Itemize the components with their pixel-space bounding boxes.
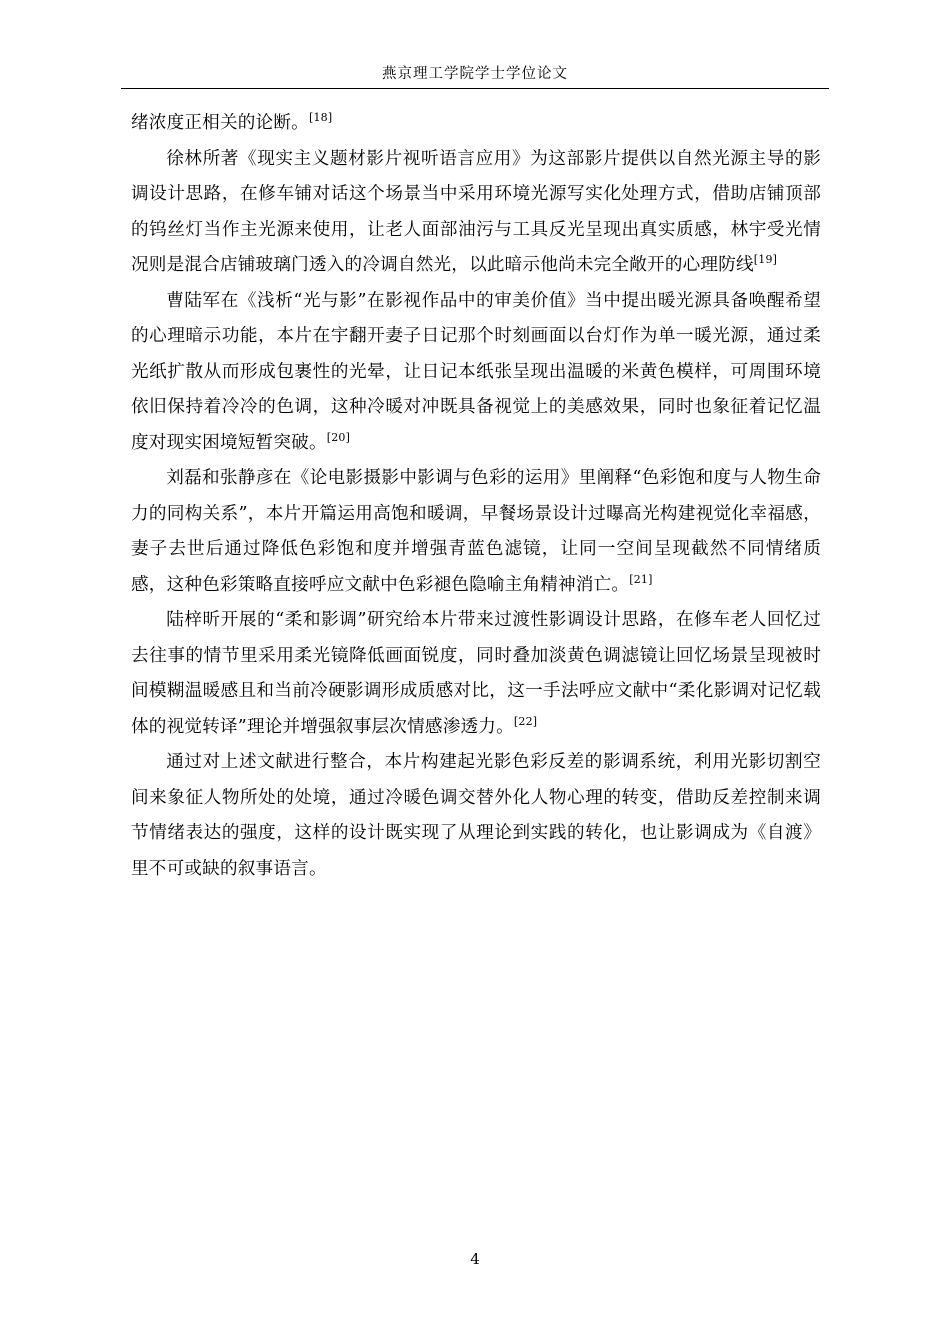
paragraph-1-text: 绪浓度正相关的论断。 (131, 113, 309, 133)
paragraph-1-ref: [18] (308, 111, 333, 125)
paragraph-1 (131, 106, 821, 142)
paragraph-2 (131, 142, 821, 284)
page-header: 燕京理工学院学士学位论文 (382, 66, 568, 82)
paragraph-3-text: 曹陆军在《浅析“光与影”在影视作品中的审美价值》当中提出暖光源具备唤醒希望的心理暗示功能，本片在宇翻开妻子日记那个时刻画面以台灯作为单一暖光源，通过柔光纸扩散从而形成包裹性的光晕，让日记本纸张呈现出温暖的米黄色模样，可周围环境依旧保持着冷冷的色调，这种冷暖对冲既具备视觉上的美感效果，同时也象征着记忆温度对现实困境短暂突破。 (131, 290, 821, 453)
paragraph-2-text: 徐林所著《现实主义题材影片视听语言应用》为这部影片提供以自然光源主导的影调设计思路，在修车铺对话这个场景当中采用环境光源写实化处理方式，借助店铺顶部的钨丝灯当作主光源来使用，让老人面部油污与工具反光呈现出真实质感，林宇受光情况则是混合店铺玻璃门透入的冷调自然光，以此暗示他尚未完全敞开的心理防线 (131, 148, 821, 275)
document-body (131, 106, 821, 887)
paragraph-4-text: 刘磊和张静彦在《论电影摄影中影调与色彩的运用》里阐释“色彩饱和度与人物生命力的同构关系”，本片开篇运用高饱和暖调，早餐场景设计过曝高光构建视觉化幸福感，妻子去世后通过降低色彩饱和度并增强青蓝色滤镜，让同一空间呈现截然不同情绪质感，这种色彩策略直接呼应文献中色彩褪色隐喻主角精神消亡。 (131, 468, 821, 595)
paragraph-3-ref: [20] (326, 430, 351, 444)
paragraph-5 (131, 603, 821, 745)
paragraph-2-ref: [19] (753, 253, 778, 267)
paragraph-4 (131, 461, 821, 603)
paragraph-6 (131, 745, 821, 887)
paragraph-3 (131, 284, 821, 462)
page-number: 4 (470, 1250, 480, 1268)
header-divider (121, 88, 829, 89)
paragraph-5-text: 陆梓昕开展的“柔和影调”研究给本片带来过渡性影调设计思路，在修车老人回忆过去往事的情节里采用柔光镜降低画面锐度，同时叠加淡黄色调滤镜让回忆场景呈现被时间模糊温暖感且和当前冷硬影调形成质感对比，这一手法呼应文献中“柔化影调对记忆载体的视觉转译”理论并增强叙事层次情感渗透力。 (131, 610, 821, 737)
paragraph-5-ref: [22] (513, 714, 538, 728)
paragraph-4-ref: [21] (629, 572, 653, 586)
paragraph-6-text: 通过对上述文献进行整合，本片构建起光影色彩反差的影调系统，利用光影切割空间来象征人物所处的处境，通过冷暖色调交替外化人物心理的转变，借助反差控制来调节情绪表达的强度，这样的设计既实现了从理论到实践的转化，也让影调成为《自渡》里不可或缺的叙事语言。 (131, 752, 821, 879)
